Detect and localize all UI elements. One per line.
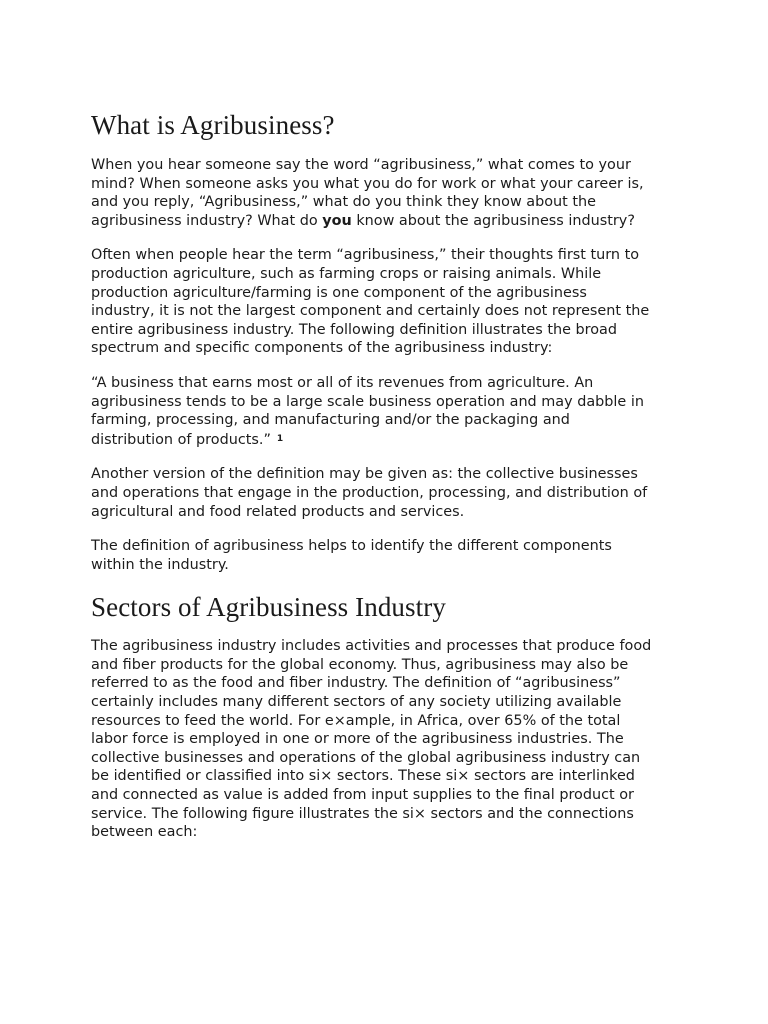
document-content [91, 108, 691, 858]
text-line: and operations that engage in the production, processing, and distribution of [91, 484, 648, 501]
text-line: “A business that earns most or all of its revenues from agriculture. An [91, 374, 594, 391]
text-line: referred to as the food and fiber industry. The definition of “agribusiness” [91, 675, 621, 692]
footnote-marker[interactable]: 1 [276, 433, 284, 444]
text-line: and connected as value is added from input supplies to the final product or [91, 787, 634, 804]
text-line [91, 430, 691, 450]
text-line: and you reply, “Agribusiness,” what do you think they know about the [91, 194, 596, 211]
sectors-paragraph [91, 637, 691, 842]
text-line: production agriculture/farming is one component of the agribusiness [91, 284, 587, 301]
text-line: within the industry. [91, 556, 229, 573]
text-run: agribusiness industry? What do [91, 212, 323, 229]
text-line: labor force is employed in one or more of the agribusiness industries. The [91, 731, 624, 748]
components-paragraph [91, 537, 691, 574]
text-line: between each: [91, 824, 198, 841]
text-line: resources to feed the world. For e×ample, in Africa, over 65% of the total [91, 712, 621, 729]
text-line: be identified or classified into si× sectors. These si× sectors are interlinked [91, 768, 635, 785]
text-line: entire agribusiness industry. The following definition illustrates the broad [91, 321, 618, 338]
text-line: mind? When someone asks you what you do for work or what your career is, [91, 175, 644, 192]
text-line: The definition of agribusiness helps to identify the different components [91, 538, 612, 555]
text-line: service. The following figure illustrates the si× sectors and the connections [91, 805, 634, 822]
text-line: spectrum and specific components of the agribusiness industry: [91, 340, 553, 357]
text-line: When you hear someone say the word “agribusiness,” what comes to your [91, 157, 631, 173]
section-heading-what-is-agribusiness: What is Agribusiness? [91, 110, 335, 140]
text-line: industry, it is not the largest component and certainly does not represent the [91, 303, 650, 320]
text-line: farming, processing, and manufacturing and/or the packaging and [91, 412, 570, 429]
text-line [91, 212, 691, 231]
text-run: know about the agribusiness industry? [351, 212, 635, 229]
text-line: certainly includes many different sectors of any society utilizing available [91, 694, 622, 711]
text-line: The agribusiness industry includes activities and processes that produce food [91, 638, 652, 655]
text-line: Often when people hear the term “agribusiness,” their thoughts first turn to [91, 247, 640, 264]
text-line: Another version of the definition may be given as: the collective businesses [91, 466, 638, 483]
text-line: agricultural and food related products and services. [91, 503, 465, 520]
text-line: production agriculture, such as farming crops or raising animals. While [91, 265, 602, 282]
definition-quote [91, 374, 691, 449]
perception-paragraph [91, 246, 691, 358]
text-run: distribution of products.” [91, 431, 271, 448]
section-heading-sectors: Sectors of Agribusiness Industry [91, 592, 446, 623]
alternate-definition-paragraph [91, 465, 691, 521]
emphasis-you: you [322, 212, 352, 229]
intro-paragraph [91, 156, 691, 230]
text-line: and fiber products for the global economy. Thus, agribusiness may also be [91, 656, 629, 673]
text-line: agribusiness tends to be a large scale business operation and may dabble in [91, 393, 644, 410]
text-line: collective businesses and operations of the global agribusiness industry can [91, 749, 641, 766]
